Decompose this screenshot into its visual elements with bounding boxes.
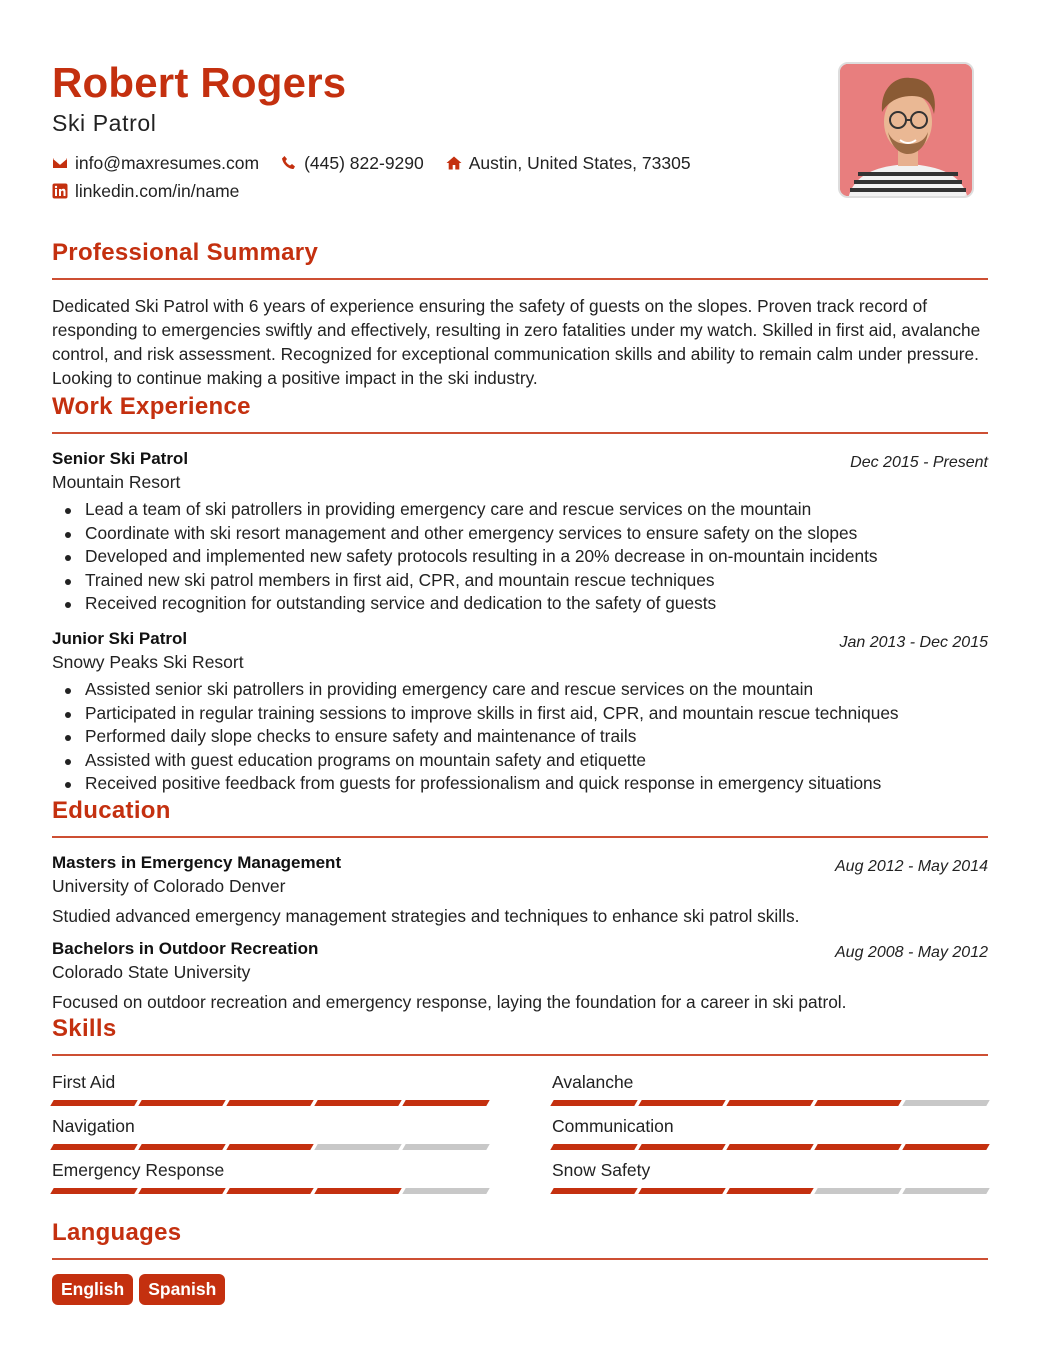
skill-name: Navigation (52, 1115, 135, 1136)
job-bullet: Assisted with guest education programs on mountain safety and etiquette (52, 749, 988, 773)
candidate-name: Robert Rogers (52, 59, 347, 106)
job-bullet: Received positive feedback from guests for professionalism and quick response in emergency situations (52, 772, 988, 796)
skill-name: Avalanche (552, 1071, 634, 1092)
contact-linkedin[interactable] (52, 181, 239, 202)
section-divider (52, 278, 988, 280)
school-name: Colorado State University (52, 961, 251, 982)
phone-text: (445) 822-9290 (304, 152, 424, 173)
skill-name: Communication (552, 1115, 674, 1136)
skill-segment-empty (902, 1100, 989, 1106)
experience-section (52, 392, 988, 796)
school-name: University of Colorado Denver (52, 875, 286, 896)
skill-rating-bar (52, 1144, 488, 1150)
education-heading: Education (52, 796, 171, 824)
skill-item (52, 1070, 488, 1106)
skill-segment-filled (814, 1100, 901, 1106)
skills-heading: Skills (52, 1014, 117, 1042)
skill-segment-filled (726, 1144, 813, 1150)
summary-section (52, 238, 988, 390)
section-divider (52, 1258, 988, 1260)
job-bullet: Performed daily slope checks to ensure safety and maintenance of trails (52, 725, 988, 749)
education-date: Aug 2012 - May 2014 (835, 857, 988, 875)
job-bullet: Developed and implemented new safety protocols resulting in a 20% decrease in on-mountain incidents (52, 545, 988, 569)
resume-page (52, 58, 988, 1305)
skill-item (52, 1158, 488, 1194)
skills-grid (52, 1070, 988, 1194)
skill-segment-filled (50, 1100, 137, 1106)
skill-rating-bar (552, 1144, 988, 1150)
location-text: Austin, United States, 73305 (468, 152, 691, 173)
resume-header (52, 58, 988, 208)
skill-segment-filled (638, 1144, 725, 1150)
skill-segment-filled (402, 1100, 489, 1106)
contact-location (446, 153, 691, 174)
skill-segment-empty (402, 1188, 489, 1194)
summary-text: Dedicated Ski Patrol with 6 years of experience ensuring the safety of guests on the slopes. Proven track record of responding to emergencies swiftly and effectively, resulting in zero fatalities under my watch. Skilled in first aid, avalanche control, and risk assessment. Recognized for exceptional communication skills and ability to remain calm under pressure. Looking to continue making a positive impact in the ski industry. (52, 296, 981, 388)
skill-segment-filled (902, 1144, 989, 1150)
skill-item (552, 1158, 988, 1194)
skill-name: Snow Safety (552, 1159, 651, 1180)
education-entry (52, 938, 988, 1014)
skill-segment-filled (814, 1144, 901, 1150)
job-role: Junior Ski Patrol (52, 628, 188, 648)
email-text: info@maxresumes.com (75, 152, 260, 173)
skill-rating-bar (552, 1188, 988, 1194)
skill-name: First Aid (52, 1071, 116, 1092)
contact-phone[interactable] (281, 153, 424, 174)
job-bullet: Trained new ski patrol members in first aid, CPR, and mountain rescue techniques (52, 569, 988, 593)
skill-segment-filled (138, 1188, 225, 1194)
job-date: Dec 2015 - Present (850, 454, 988, 471)
candidate-title: Ski Patrol (52, 110, 157, 136)
skill-segment-filled (226, 1144, 313, 1150)
job-company: Snowy Peaks Ski Resort (52, 651, 244, 672)
language-list (52, 1274, 988, 1305)
education-section (52, 796, 988, 1014)
language-badge: English (52, 1274, 133, 1305)
section-divider (52, 432, 988, 434)
education-date: Aug 2008 - May 2012 (835, 943, 988, 961)
skill-item (52, 1114, 488, 1150)
linkedin-icon (52, 183, 68, 199)
job-role: Senior Ski Patrol (52, 449, 189, 468)
skill-segment-filled (50, 1188, 137, 1194)
linkedin-text: linkedin.com/in/name (75, 180, 240, 201)
portrait-illustration (840, 64, 974, 198)
language-badge: Spanish (139, 1274, 225, 1305)
job-bullets (52, 498, 988, 616)
skill-rating-bar (552, 1100, 988, 1106)
degree-name: Masters in Emergency Management (52, 852, 342, 872)
skill-item (552, 1114, 988, 1150)
skill-segment-filled (638, 1188, 725, 1194)
job-entry (52, 628, 988, 796)
skill-segment-empty (814, 1188, 901, 1194)
job-bullet: Participated in regular training sessions to improve skills in first aid, CPR, and mountain rescue techniques (52, 702, 988, 726)
education-entry (52, 852, 988, 928)
skill-segment-filled (138, 1144, 225, 1150)
home-icon (446, 155, 462, 171)
skill-segment-filled (226, 1188, 313, 1194)
skill-segment-filled (550, 1100, 637, 1106)
summary-heading: Professional Summary (52, 239, 319, 266)
job-bullets (52, 678, 988, 796)
job-bullet: Coordinate with ski resort management and other emergency services to ensure safety on the slopes (52, 522, 988, 546)
skill-segment-empty (314, 1144, 401, 1150)
skill-item (552, 1070, 988, 1106)
section-divider (52, 836, 988, 838)
skill-segment-filled (138, 1100, 225, 1106)
skill-segment-filled (726, 1100, 813, 1106)
experience-heading: Work Experience (52, 393, 251, 420)
skill-rating-bar (52, 1100, 488, 1106)
skill-segment-filled (550, 1188, 637, 1194)
languages-heading: Languages (52, 1218, 182, 1246)
section-divider (52, 1054, 988, 1056)
degree-name: Bachelors in Outdoor Recreation (52, 938, 319, 958)
skill-segment-filled (638, 1100, 725, 1106)
job-company: Mountain Resort (52, 472, 181, 492)
skills-section (52, 1014, 988, 1194)
profile-photo (838, 62, 974, 198)
skill-segment-filled (226, 1100, 313, 1106)
envelope-icon (52, 155, 68, 171)
skill-segment-filled (314, 1100, 401, 1106)
skill-segment-empty (402, 1144, 489, 1150)
skill-segment-filled (726, 1188, 813, 1194)
languages-section (52, 1218, 988, 1305)
job-bullet: Assisted senior ski patrollers in providing emergency care and rescue services on the mountain (52, 678, 988, 702)
skill-segment-empty (902, 1188, 989, 1194)
job-bullet: Lead a team of ski patrollers in providing emergency care and rescue services on the mountain (52, 498, 988, 522)
skill-name: Emergency Response (52, 1159, 225, 1180)
education-desc: Studied advanced emergency management strategies and techniques to enhance ski patrol skills. (52, 905, 800, 926)
job-entry (52, 448, 988, 616)
job-bullet: Received recognition for outstanding service and dedication to the safety of guests (52, 592, 988, 616)
skill-segment-filled (314, 1188, 401, 1194)
skill-segment-filled (50, 1144, 137, 1150)
education-desc: Focused on outdoor recreation and emergency response, laying the foundation for a career in ski patrol. (52, 991, 847, 1012)
skill-rating-bar (52, 1188, 488, 1194)
contact-email[interactable] (52, 153, 259, 174)
job-date: Jan 2013 - Dec 2015 (839, 633, 988, 651)
skill-segment-filled (550, 1144, 637, 1150)
phone-icon (281, 155, 297, 171)
